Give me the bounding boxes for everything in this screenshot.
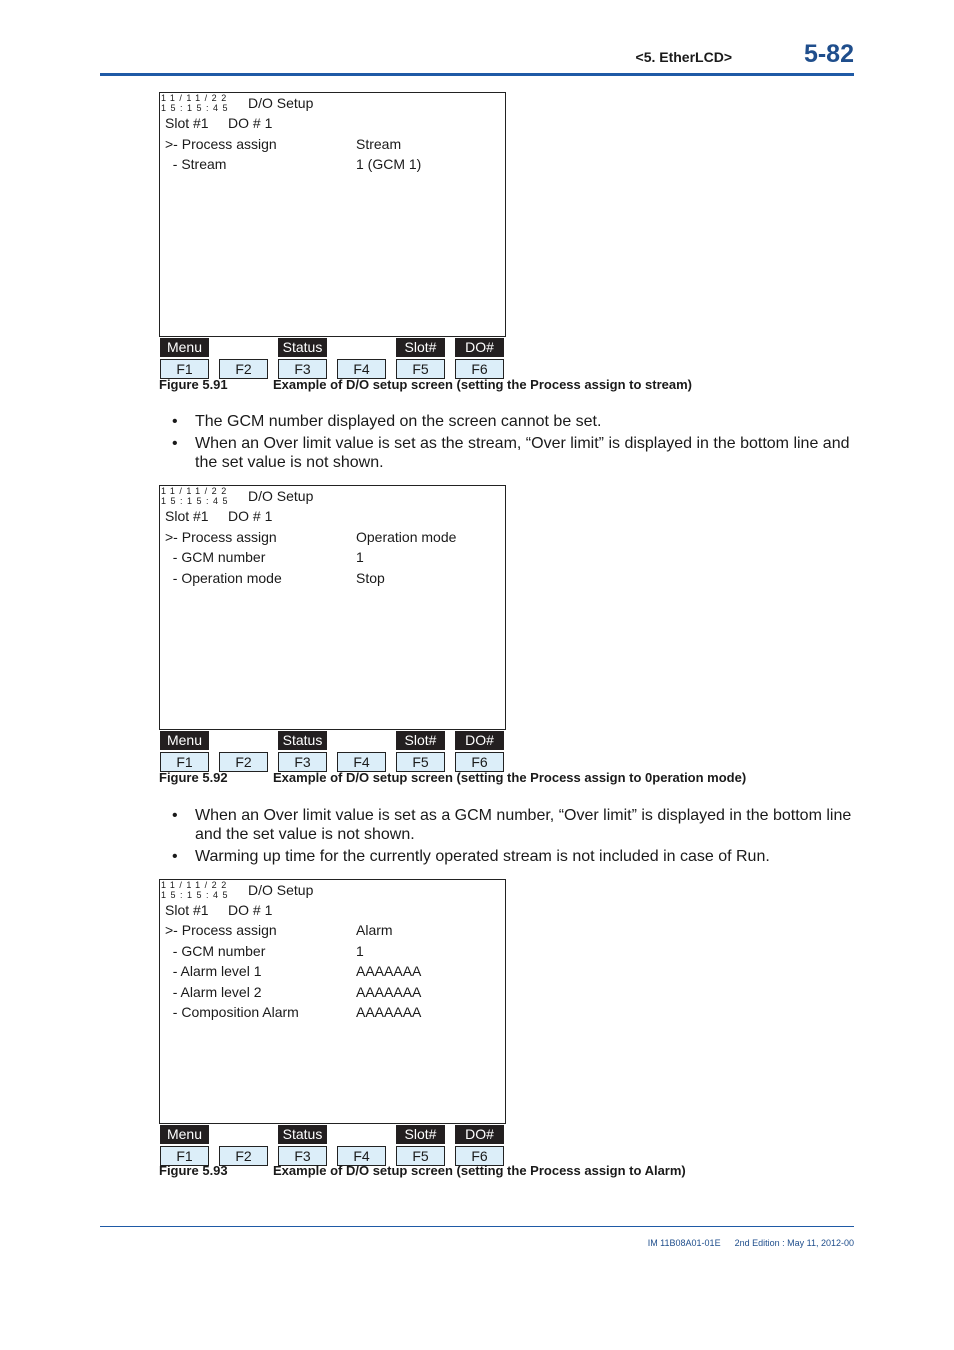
setting-row[interactable] bbox=[160, 136, 505, 154]
setting-row[interactable] bbox=[160, 984, 505, 1002]
fkey-f1[interactable]: F1 bbox=[160, 752, 209, 772]
softkey-do[interactable]: DO# bbox=[455, 1125, 504, 1144]
bullet-icon: • bbox=[172, 848, 178, 865]
note-item: • When an Over limit value is set as a GCM number, “Over limit” is displayed in the bottom line and the set value is not shown. bbox=[172, 807, 852, 843]
edition: 2nd Edition : May 11, 2012-00 bbox=[734, 1238, 854, 1248]
softkey-status[interactable]: Status bbox=[278, 1125, 327, 1144]
footer bbox=[648, 1238, 854, 1248]
lcd-screen-1 bbox=[159, 92, 506, 377]
fkey-f3[interactable]: F3 bbox=[278, 752, 327, 772]
footer-rule bbox=[100, 1226, 854, 1227]
setting-label: - Composition Alarm bbox=[165, 1004, 299, 1020]
header-rule bbox=[100, 73, 854, 76]
note-item: • The GCM number displayed on the screen cannot be set. bbox=[172, 413, 602, 430]
fkey-f5[interactable]: F5 bbox=[396, 359, 445, 379]
setting-value: Stop bbox=[356, 570, 385, 586]
slot-label: Slot #1 bbox=[165, 902, 209, 918]
do-label: DO # 1 bbox=[228, 902, 273, 918]
setting-value: AAAAAAA bbox=[356, 984, 422, 1000]
setting-row[interactable] bbox=[160, 922, 505, 940]
setting-value: AAAAAAA bbox=[356, 1004, 422, 1020]
screen-title: D/O Setup bbox=[248, 488, 314, 504]
fkey-f5[interactable]: F5 bbox=[396, 752, 445, 772]
figure-title: Example of D/O setup screen (setting the Process assign to 0peration mode) bbox=[273, 770, 747, 785]
fkey-f2[interactable]: F2 bbox=[219, 1146, 268, 1166]
setting-label: >- Process assign bbox=[165, 529, 277, 545]
setting-value: 1 bbox=[356, 549, 364, 565]
setting-row[interactable] bbox=[160, 156, 505, 174]
fkey-f6[interactable]: F6 bbox=[455, 752, 504, 772]
fkey-f1[interactable]: F1 bbox=[160, 1146, 209, 1166]
do-label: DO # 1 bbox=[228, 115, 273, 131]
screen-date: 11/11/22 15:15:45 bbox=[161, 93, 233, 113]
setting-value: Alarm bbox=[356, 922, 393, 938]
fkey-f6[interactable]: F6 bbox=[455, 359, 504, 379]
softkey-menu[interactable]: Menu bbox=[160, 731, 209, 750]
setting-row[interactable] bbox=[160, 1004, 505, 1022]
do-label: DO # 1 bbox=[228, 508, 273, 524]
note-item: • When an Over limit value is set as the stream, “Over limit” is displayed in the bottom line and the set value is not shown. bbox=[172, 435, 850, 471]
softkey-slot[interactable]: Slot# bbox=[396, 338, 445, 357]
screen-date: 11/11/22 15:15:45 bbox=[161, 486, 233, 506]
setting-row[interactable] bbox=[160, 549, 505, 567]
setting-row[interactable] bbox=[160, 943, 505, 961]
setting-label: - Alarm level 2 bbox=[165, 984, 262, 1000]
figure-title: Example of D/O setup screen (setting the Process assign to Alarm) bbox=[273, 1163, 686, 1178]
setting-row[interactable] bbox=[160, 963, 505, 981]
notes-list-1 bbox=[172, 412, 862, 475]
setting-value: Operation mode bbox=[356, 529, 457, 545]
screen-title: D/O Setup bbox=[248, 882, 314, 898]
fkey-f2[interactable]: F2 bbox=[219, 359, 268, 379]
fkey-f5[interactable]: F5 bbox=[396, 1146, 445, 1166]
figure-number: Figure 5.91 bbox=[159, 377, 228, 392]
softkey-do[interactable]: DO# bbox=[455, 338, 504, 357]
bullet-icon: • bbox=[172, 413, 178, 430]
fkey-f4[interactable]: F4 bbox=[337, 359, 386, 379]
setting-label: - Alarm level 1 bbox=[165, 963, 262, 979]
setting-value: 1 (GCM 1) bbox=[356, 156, 422, 172]
figure-number: Figure 5.93 bbox=[159, 1163, 228, 1178]
softkey-slot[interactable]: Slot# bbox=[396, 731, 445, 750]
figure-title: Example of D/O setup screen (setting the Process assign to stream) bbox=[273, 377, 693, 392]
screen-date: 11/11/22 15:15:45 bbox=[161, 880, 233, 900]
setting-row[interactable] bbox=[160, 529, 505, 547]
fkey-f2[interactable]: F2 bbox=[219, 752, 268, 772]
fkey-f3[interactable]: F3 bbox=[278, 359, 327, 379]
slot-label: Slot #1 bbox=[165, 115, 209, 131]
figure-number: Figure 5.92 bbox=[159, 770, 228, 785]
setting-label: >- Process assign bbox=[165, 136, 277, 152]
bullet-icon: • bbox=[172, 435, 178, 452]
page-number: 5-82 bbox=[803, 40, 854, 68]
doc-id: IM 11B08A01-01E bbox=[647, 1238, 721, 1248]
fkey-f4[interactable]: F4 bbox=[337, 1146, 386, 1166]
softkey-do[interactable]: DO# bbox=[455, 731, 504, 750]
bullet-icon: • bbox=[172, 807, 178, 824]
slot-label: Slot #1 bbox=[165, 508, 209, 524]
fkey-f3[interactable]: F3 bbox=[278, 1146, 327, 1166]
softkey-status[interactable]: Status bbox=[278, 338, 327, 357]
softkey-slot[interactable]: Slot# bbox=[396, 1125, 445, 1144]
notes-list-2 bbox=[172, 806, 862, 869]
softkey-menu[interactable]: Menu bbox=[160, 338, 209, 357]
softkey-status[interactable]: Status bbox=[278, 731, 327, 750]
fkey-f4[interactable]: F4 bbox=[337, 752, 386, 772]
setting-value: Stream bbox=[356, 136, 402, 152]
setting-row[interactable] bbox=[160, 570, 505, 588]
lcd-screen-2 bbox=[159, 485, 506, 770]
setting-value: 1 bbox=[356, 943, 364, 959]
setting-label: - GCM number bbox=[165, 549, 266, 565]
setting-label: >- Process assign bbox=[165, 922, 277, 938]
setting-label: - GCM number bbox=[165, 943, 266, 959]
lcd-screen-3 bbox=[159, 879, 506, 1164]
setting-label: - Stream bbox=[165, 156, 227, 172]
setting-label: - Operation mode bbox=[165, 570, 282, 586]
screen-title: D/O Setup bbox=[248, 95, 314, 111]
fkey-f1[interactable]: F1 bbox=[160, 359, 209, 379]
softkey-menu[interactable]: Menu bbox=[160, 1125, 209, 1144]
setting-value: AAAAAAA bbox=[356, 963, 422, 979]
section-title: <5. EtherLCD> bbox=[635, 49, 732, 65]
note-item: • Warming up time for the currently operated stream is not included in case of Run. bbox=[172, 848, 770, 865]
fkey-f6[interactable]: F6 bbox=[455, 1146, 504, 1166]
